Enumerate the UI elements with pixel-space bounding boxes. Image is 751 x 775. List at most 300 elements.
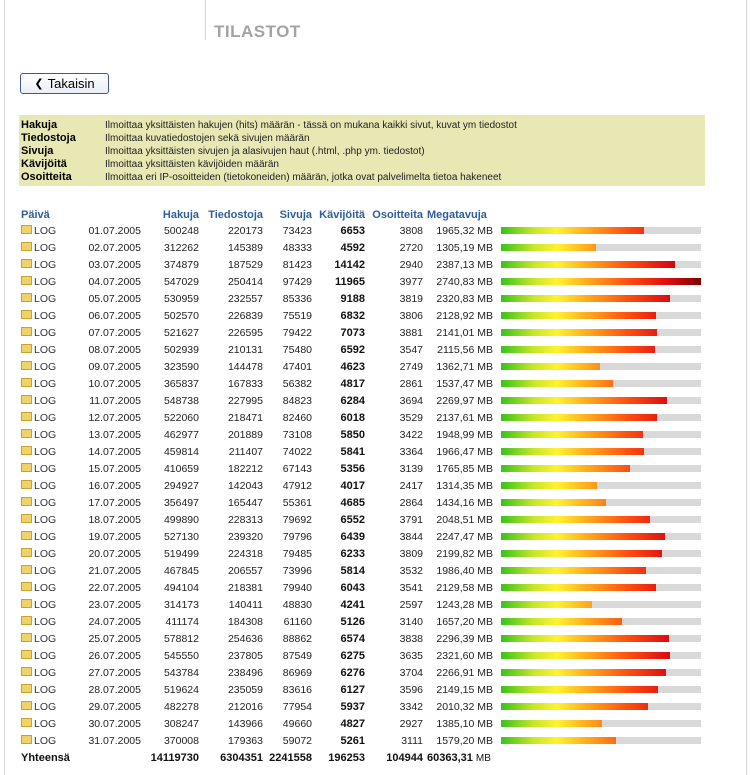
megabytes-cell: 1362,71 MB <box>436 360 493 373</box>
totals-spacer <box>77 749 143 767</box>
megabytes-cell: 2296,39 MB <box>436 632 493 645</box>
pages-cell: 56382 <box>282 377 312 390</box>
log-link[interactable] <box>19 664 77 681</box>
bandwidth-bar <box>501 550 701 557</box>
files-cell: 140411 <box>228 598 263 611</box>
bar-cell <box>495 545 705 562</box>
bar-cell <box>495 579 705 596</box>
bandwidth-bar-fill <box>501 227 644 234</box>
megabytes-cell: 1579,20 MB <box>436 734 493 747</box>
files-cell: 165447 <box>227 496 263 509</box>
addresses-cell: 3977 <box>399 275 423 288</box>
log-link[interactable] <box>19 562 77 579</box>
legend-term: Osoitteita <box>21 171 72 183</box>
hits-cell: 530959 <box>163 292 199 305</box>
visitors-cell: 4817 <box>340 377 365 390</box>
log-link[interactable] <box>19 358 77 375</box>
bandwidth-bar-fill <box>501 720 602 727</box>
folder-icon <box>21 310 32 319</box>
pages-cell: 48333 <box>282 241 312 254</box>
log-label: LOG <box>34 428 57 441</box>
addresses-cell: 3694 <box>399 394 423 407</box>
files-cell: 211407 <box>228 445 263 458</box>
date-cell: 22.07.2005 <box>88 581 141 594</box>
pages-cell: 79485 <box>282 547 312 560</box>
files-cell: 182212 <box>227 462 263 475</box>
folder-icon <box>21 718 32 727</box>
log-link[interactable] <box>19 239 77 256</box>
folder-icon <box>21 463 32 472</box>
totals-addresses: 104944 <box>386 752 423 764</box>
bandwidth-bar <box>501 363 701 370</box>
log-label: LOG <box>34 394 57 407</box>
bar-cell <box>495 222 705 239</box>
log-label: LOG <box>34 632 57 645</box>
folder-icon <box>21 378 32 387</box>
megabytes-cell: 1657,20 MB <box>436 615 493 628</box>
addresses-cell: 3529 <box>399 411 423 424</box>
bandwidth-bar <box>501 669 701 676</box>
files-cell: 218471 <box>227 411 263 424</box>
table-row <box>19 579 705 596</box>
bar-cell <box>495 460 705 477</box>
log-link[interactable] <box>19 596 77 613</box>
log-link[interactable] <box>19 460 77 477</box>
date-cell: 17.07.2005 <box>88 496 141 509</box>
date-cell: 02.07.2005 <box>88 241 141 254</box>
visitors-cell: 4017 <box>340 479 365 492</box>
legend-term: Kävijöitä <box>21 158 67 170</box>
folder-icon <box>21 531 32 540</box>
bandwidth-bar-fill <box>501 737 616 744</box>
bandwidth-bar <box>501 397 701 404</box>
addresses-cell: 3139 <box>399 462 423 475</box>
bandwidth-bar <box>501 533 701 540</box>
visitors-cell: 11965 <box>335 275 365 288</box>
date-cell: 07.07.2005 <box>88 326 141 339</box>
visitors-cell: 5356 <box>340 462 365 475</box>
date-cell: 27.07.2005 <box>88 666 141 679</box>
visitors-cell: 5126 <box>340 615 365 628</box>
date-cell: 06.07.2005 <box>88 309 141 322</box>
legend-row <box>21 119 705 132</box>
date-cell: 05.07.2005 <box>88 292 141 305</box>
date-cell: 11.07.2005 <box>89 394 141 407</box>
bandwidth-bar <box>501 261 701 268</box>
pages-cell: 47401 <box>282 360 312 373</box>
megabytes-cell: 1243,28 MB <box>436 598 493 611</box>
hits-cell: 482278 <box>163 700 199 713</box>
files-cell: 254636 <box>227 632 263 645</box>
table-row <box>19 664 705 681</box>
addresses-cell: 2864 <box>399 496 423 509</box>
table-row <box>19 511 705 528</box>
date-cell: 23.07.2005 <box>88 598 141 611</box>
totals-visitors: 196253 <box>328 752 365 764</box>
log-label: LOG <box>34 513 57 526</box>
pages-cell: 61160 <box>283 615 312 628</box>
megabytes-cell: 2010,32 MB <box>436 700 493 713</box>
bar-cell <box>495 511 705 528</box>
hits-cell: 543784 <box>163 666 199 679</box>
files-cell: 226595 <box>227 326 263 339</box>
log-label: LOG <box>34 275 57 288</box>
log-label: LOG <box>34 309 57 322</box>
bandwidth-bar <box>501 295 701 302</box>
megabytes-cell: 2269,97 MB <box>436 394 493 407</box>
pages-cell: 87549 <box>282 649 312 662</box>
legend-row <box>21 145 705 158</box>
table-row <box>19 528 705 545</box>
hits-cell: 522060 <box>163 411 199 424</box>
pages-cell: 74022 <box>282 445 312 458</box>
folder-icon <box>21 446 32 455</box>
log-label: LOG <box>34 360 57 373</box>
table-row <box>19 273 705 290</box>
hits-cell: 459814 <box>163 445 199 458</box>
bandwidth-bar-fill <box>501 618 622 625</box>
table-row <box>19 443 705 460</box>
files-cell: 187529 <box>227 258 263 271</box>
table-row <box>19 341 705 358</box>
totals-megabytes-value: 60363,31 <box>427 752 473 764</box>
bandwidth-bar-fill <box>501 550 662 557</box>
table-row <box>19 681 705 698</box>
table-row <box>19 307 705 324</box>
pages-cell: 85336 <box>282 292 312 305</box>
date-cell: 20.07.2005 <box>88 547 141 560</box>
pages-cell: 84823 <box>282 394 312 407</box>
hits-cell: 370008 <box>163 734 199 747</box>
addresses-cell: 3596 <box>399 683 423 696</box>
log-label: LOG <box>34 700 57 713</box>
log-link[interactable] <box>19 307 77 324</box>
bandwidth-bar <box>501 278 701 285</box>
log-label: LOG <box>34 224 57 237</box>
addresses-cell: 3881 <box>399 326 423 339</box>
log-link[interactable] <box>19 732 77 749</box>
bar-cell <box>495 596 705 613</box>
addresses-cell: 2940 <box>399 258 423 271</box>
addresses-cell: 3635 <box>399 649 423 662</box>
pages-cell: 79940 <box>282 581 312 594</box>
bar-cell <box>495 392 705 409</box>
addresses-cell: 2417 <box>399 479 423 492</box>
bar-cell <box>495 375 705 392</box>
pages-cell: 79796 <box>282 530 312 543</box>
table-row <box>19 545 705 562</box>
log-link[interactable] <box>19 715 77 732</box>
pages-cell: 73996 <box>282 564 312 577</box>
log-link[interactable] <box>19 477 77 494</box>
files-cell: 144478 <box>227 360 263 373</box>
megabytes-cell: 2740,83 MB <box>436 275 493 288</box>
addresses-cell: 3541 <box>399 581 423 594</box>
folder-icon <box>21 344 32 353</box>
bandwidth-bar-fill <box>501 397 667 404</box>
table-row <box>19 494 705 511</box>
header-divider <box>205 0 206 40</box>
folder-icon <box>21 361 32 370</box>
bandwidth-bar <box>501 652 701 659</box>
table-row <box>19 698 705 715</box>
hits-cell: 521627 <box>163 326 199 339</box>
megabytes-cell: 1966,47 MB <box>436 445 493 458</box>
visitors-cell: 9188 <box>340 292 365 305</box>
bandwidth-bar-fill <box>501 686 658 693</box>
addresses-cell: 3819 <box>399 292 423 305</box>
files-cell: 250414 <box>227 275 263 288</box>
pages-cell: 75480 <box>282 343 312 356</box>
log-label: LOG <box>34 530 57 543</box>
megabytes-cell: 2141,01 MB <box>436 326 493 339</box>
bar-cell <box>495 647 705 664</box>
folder-icon <box>21 650 32 659</box>
log-label: LOG <box>34 734 57 747</box>
date-cell: 15.07.2005 <box>88 462 141 475</box>
bandwidth-bar-fill <box>501 448 644 455</box>
bar-cell <box>495 613 705 630</box>
bandwidth-bar <box>501 448 701 455</box>
hits-cell: 502570 <box>163 309 199 322</box>
addresses-cell: 3791 <box>399 513 423 526</box>
bar-cell <box>495 681 705 698</box>
addresses-cell: 3532 <box>399 564 423 577</box>
folder-icon <box>21 667 32 676</box>
date-cell: 04.07.2005 <box>88 275 141 288</box>
folder-icon <box>21 259 32 268</box>
hits-cell: 462977 <box>163 428 199 441</box>
log-link[interactable] <box>19 698 77 715</box>
megabytes-cell: 1434,16 MB <box>436 496 493 509</box>
addresses-cell: 2861 <box>399 377 423 390</box>
folder-icon <box>21 412 32 421</box>
pages-cell: 97429 <box>282 275 312 288</box>
files-cell: 235059 <box>227 683 263 696</box>
log-link[interactable] <box>19 630 77 647</box>
date-cell: 16.07.2005 <box>88 479 141 492</box>
visitors-cell: 5937 <box>340 700 365 713</box>
bandwidth-bar-fill <box>501 652 670 659</box>
megabytes-cell: 2048,51 MB <box>436 513 493 526</box>
bandwidth-bar-fill <box>501 703 648 710</box>
log-link[interactable] <box>19 290 77 307</box>
pages-cell: 79422 <box>282 326 312 339</box>
log-link[interactable] <box>19 494 77 511</box>
files-cell: 143966 <box>227 717 263 730</box>
visitors-cell: 6018 <box>340 411 365 424</box>
visitors-cell: 5814 <box>340 564 365 577</box>
bar-cell <box>495 664 705 681</box>
hits-cell: 500248 <box>163 224 199 237</box>
bandwidth-bar-fill <box>501 380 613 387</box>
log-link[interactable] <box>19 426 77 443</box>
folder-icon <box>21 225 32 234</box>
totals-files: 6304351 <box>220 752 263 764</box>
back-button[interactable] <box>20 73 109 94</box>
files-cell: 210131 <box>227 343 263 356</box>
date-cell: 19.07.2005 <box>88 530 141 543</box>
log-link[interactable] <box>19 409 77 426</box>
megabytes-cell: 2128,92 MB <box>436 309 493 322</box>
bandwidth-bar-fill <box>501 346 655 353</box>
visitors-cell: 6653 <box>340 224 365 237</box>
date-cell: 24.07.2005 <box>88 615 141 628</box>
legend-term: Hakuja <box>21 119 58 131</box>
visitors-cell: 6592 <box>340 343 365 356</box>
date-cell: 12.07.2005 <box>88 411 141 424</box>
bar-cell <box>495 630 705 647</box>
bar-cell <box>495 715 705 732</box>
bar-cell <box>495 409 705 426</box>
bandwidth-bar <box>501 737 701 744</box>
totals-pages: 2241558 <box>269 752 312 764</box>
totals-megabytes-unit: MB <box>475 753 491 764</box>
megabytes-cell: 2115,56 MB <box>437 343 493 356</box>
bandwidth-bar-fill <box>501 295 670 302</box>
col-addresses: Osoitteita <box>372 209 423 221</box>
log-label: LOG <box>34 615 57 628</box>
pages-cell: 83616 <box>282 683 312 696</box>
table-row <box>19 562 705 579</box>
hits-cell: 365837 <box>163 377 199 390</box>
log-link[interactable] <box>19 681 77 698</box>
visitors-cell: 4623 <box>340 360 365 373</box>
bandwidth-bar <box>501 346 701 353</box>
log-link[interactable] <box>19 256 77 273</box>
addresses-cell: 2749 <box>399 360 423 373</box>
legend-description: Ilmoittaa yksittäisten sivujen ja alasivujen haut (.html, .php ym. tiedostot) <box>105 146 425 157</box>
log-link[interactable] <box>19 222 77 239</box>
pages-cell: 55361 <box>282 496 312 509</box>
log-label: LOG <box>34 377 57 390</box>
visitors-cell: 6552 <box>340 513 365 526</box>
table-row <box>19 358 705 375</box>
addresses-cell: 3364 <box>399 445 423 458</box>
log-label: LOG <box>34 292 57 305</box>
files-cell: 212016 <box>227 700 263 713</box>
bandwidth-bar-fill <box>501 278 701 285</box>
bandwidth-bar-fill <box>501 363 600 370</box>
log-link[interactable] <box>19 613 77 630</box>
log-link[interactable] <box>19 324 77 341</box>
log-link[interactable] <box>19 647 77 664</box>
pages-cell: 48830 <box>282 598 312 611</box>
bandwidth-bar-fill <box>501 533 665 540</box>
files-cell: 179363 <box>227 734 263 747</box>
folder-icon <box>21 684 32 693</box>
bar-cell <box>495 426 705 443</box>
table-row <box>19 715 705 732</box>
totals-label: Yhteensä <box>21 752 70 764</box>
pages-cell: 59072 <box>282 734 312 747</box>
bandwidth-bar-fill <box>501 635 669 642</box>
col-day: Päivä <box>21 209 50 221</box>
hits-cell: 356497 <box>163 496 199 509</box>
folder-icon <box>21 735 32 744</box>
bar-cell <box>495 698 705 715</box>
hits-cell: 308247 <box>163 717 199 730</box>
addresses-cell: 3838 <box>399 632 423 645</box>
log-link[interactable] <box>19 528 77 545</box>
hits-cell: 499890 <box>163 513 199 526</box>
pages-cell: 67143 <box>282 462 312 475</box>
bar-cell <box>495 528 705 545</box>
files-cell: 201889 <box>227 428 263 441</box>
bar-cell <box>495 494 705 511</box>
log-label: LOG <box>34 241 57 254</box>
megabytes-cell: 1986,40 MB <box>436 564 493 577</box>
page-title: TILASTOT <box>214 22 301 41</box>
visitors-cell: 6276 <box>340 666 365 679</box>
visitors-cell: 4592 <box>340 241 365 254</box>
files-cell: 184308 <box>227 615 263 628</box>
log-link[interactable] <box>19 273 77 290</box>
table-row <box>19 460 705 477</box>
bar-cell <box>495 307 705 324</box>
bandwidth-bar <box>501 703 701 710</box>
legend-row <box>21 158 705 171</box>
log-link[interactable] <box>19 341 77 358</box>
bandwidth-bar-fill <box>501 431 643 438</box>
log-link[interactable] <box>19 392 77 409</box>
legend-row <box>21 132 705 145</box>
log-link[interactable] <box>19 443 77 460</box>
log-link[interactable] <box>19 579 77 596</box>
log-label: LOG <box>34 479 57 492</box>
totals-bar-spacer <box>495 749 705 767</box>
folder-icon <box>21 395 32 404</box>
log-label: LOG <box>34 343 57 356</box>
visitors-cell: 6832 <box>340 309 365 322</box>
bar-cell <box>495 477 705 494</box>
table-row <box>19 409 705 426</box>
bandwidth-bar-fill <box>501 482 597 489</box>
bar-cell <box>495 256 705 273</box>
log-link[interactable] <box>19 511 77 528</box>
visitors-cell: 6284 <box>340 394 365 407</box>
addresses-cell: 2597 <box>399 598 423 611</box>
pages-cell: 47912 <box>282 479 312 492</box>
hits-cell: 547029 <box>163 275 199 288</box>
visitors-cell: 14142 <box>334 258 365 271</box>
log-label: LOG <box>34 462 57 475</box>
files-cell: 232557 <box>227 292 263 305</box>
visitors-cell: 6233 <box>340 547 365 560</box>
date-cell: 26.07.2005 <box>88 649 141 662</box>
bandwidth-bar <box>501 635 701 642</box>
visitors-cell: 4241 <box>340 598 365 611</box>
table-row <box>19 596 705 613</box>
bandwidth-bar-fill <box>501 567 646 574</box>
table-row <box>19 647 705 664</box>
date-cell: 13.07.2005 <box>88 428 141 441</box>
bandwidth-bar <box>501 414 701 421</box>
files-cell: 220173 <box>227 224 263 237</box>
megabytes-cell: 1314,35 MB <box>436 479 493 492</box>
pages-cell: 73108 <box>282 428 312 441</box>
files-cell: 228313 <box>227 513 263 526</box>
date-cell: 25.07.2005 <box>88 632 141 645</box>
bandwidth-bar-fill <box>501 261 675 268</box>
date-cell: 30.07.2005 <box>88 717 141 730</box>
log-link[interactable] <box>19 375 77 392</box>
bandwidth-bar-fill <box>501 465 630 472</box>
col-hits: Hakuja <box>162 209 199 221</box>
pages-cell: 75519 <box>282 309 312 322</box>
log-link[interactable] <box>19 545 77 562</box>
col-visitors: Kävijöitä <box>319 209 365 221</box>
